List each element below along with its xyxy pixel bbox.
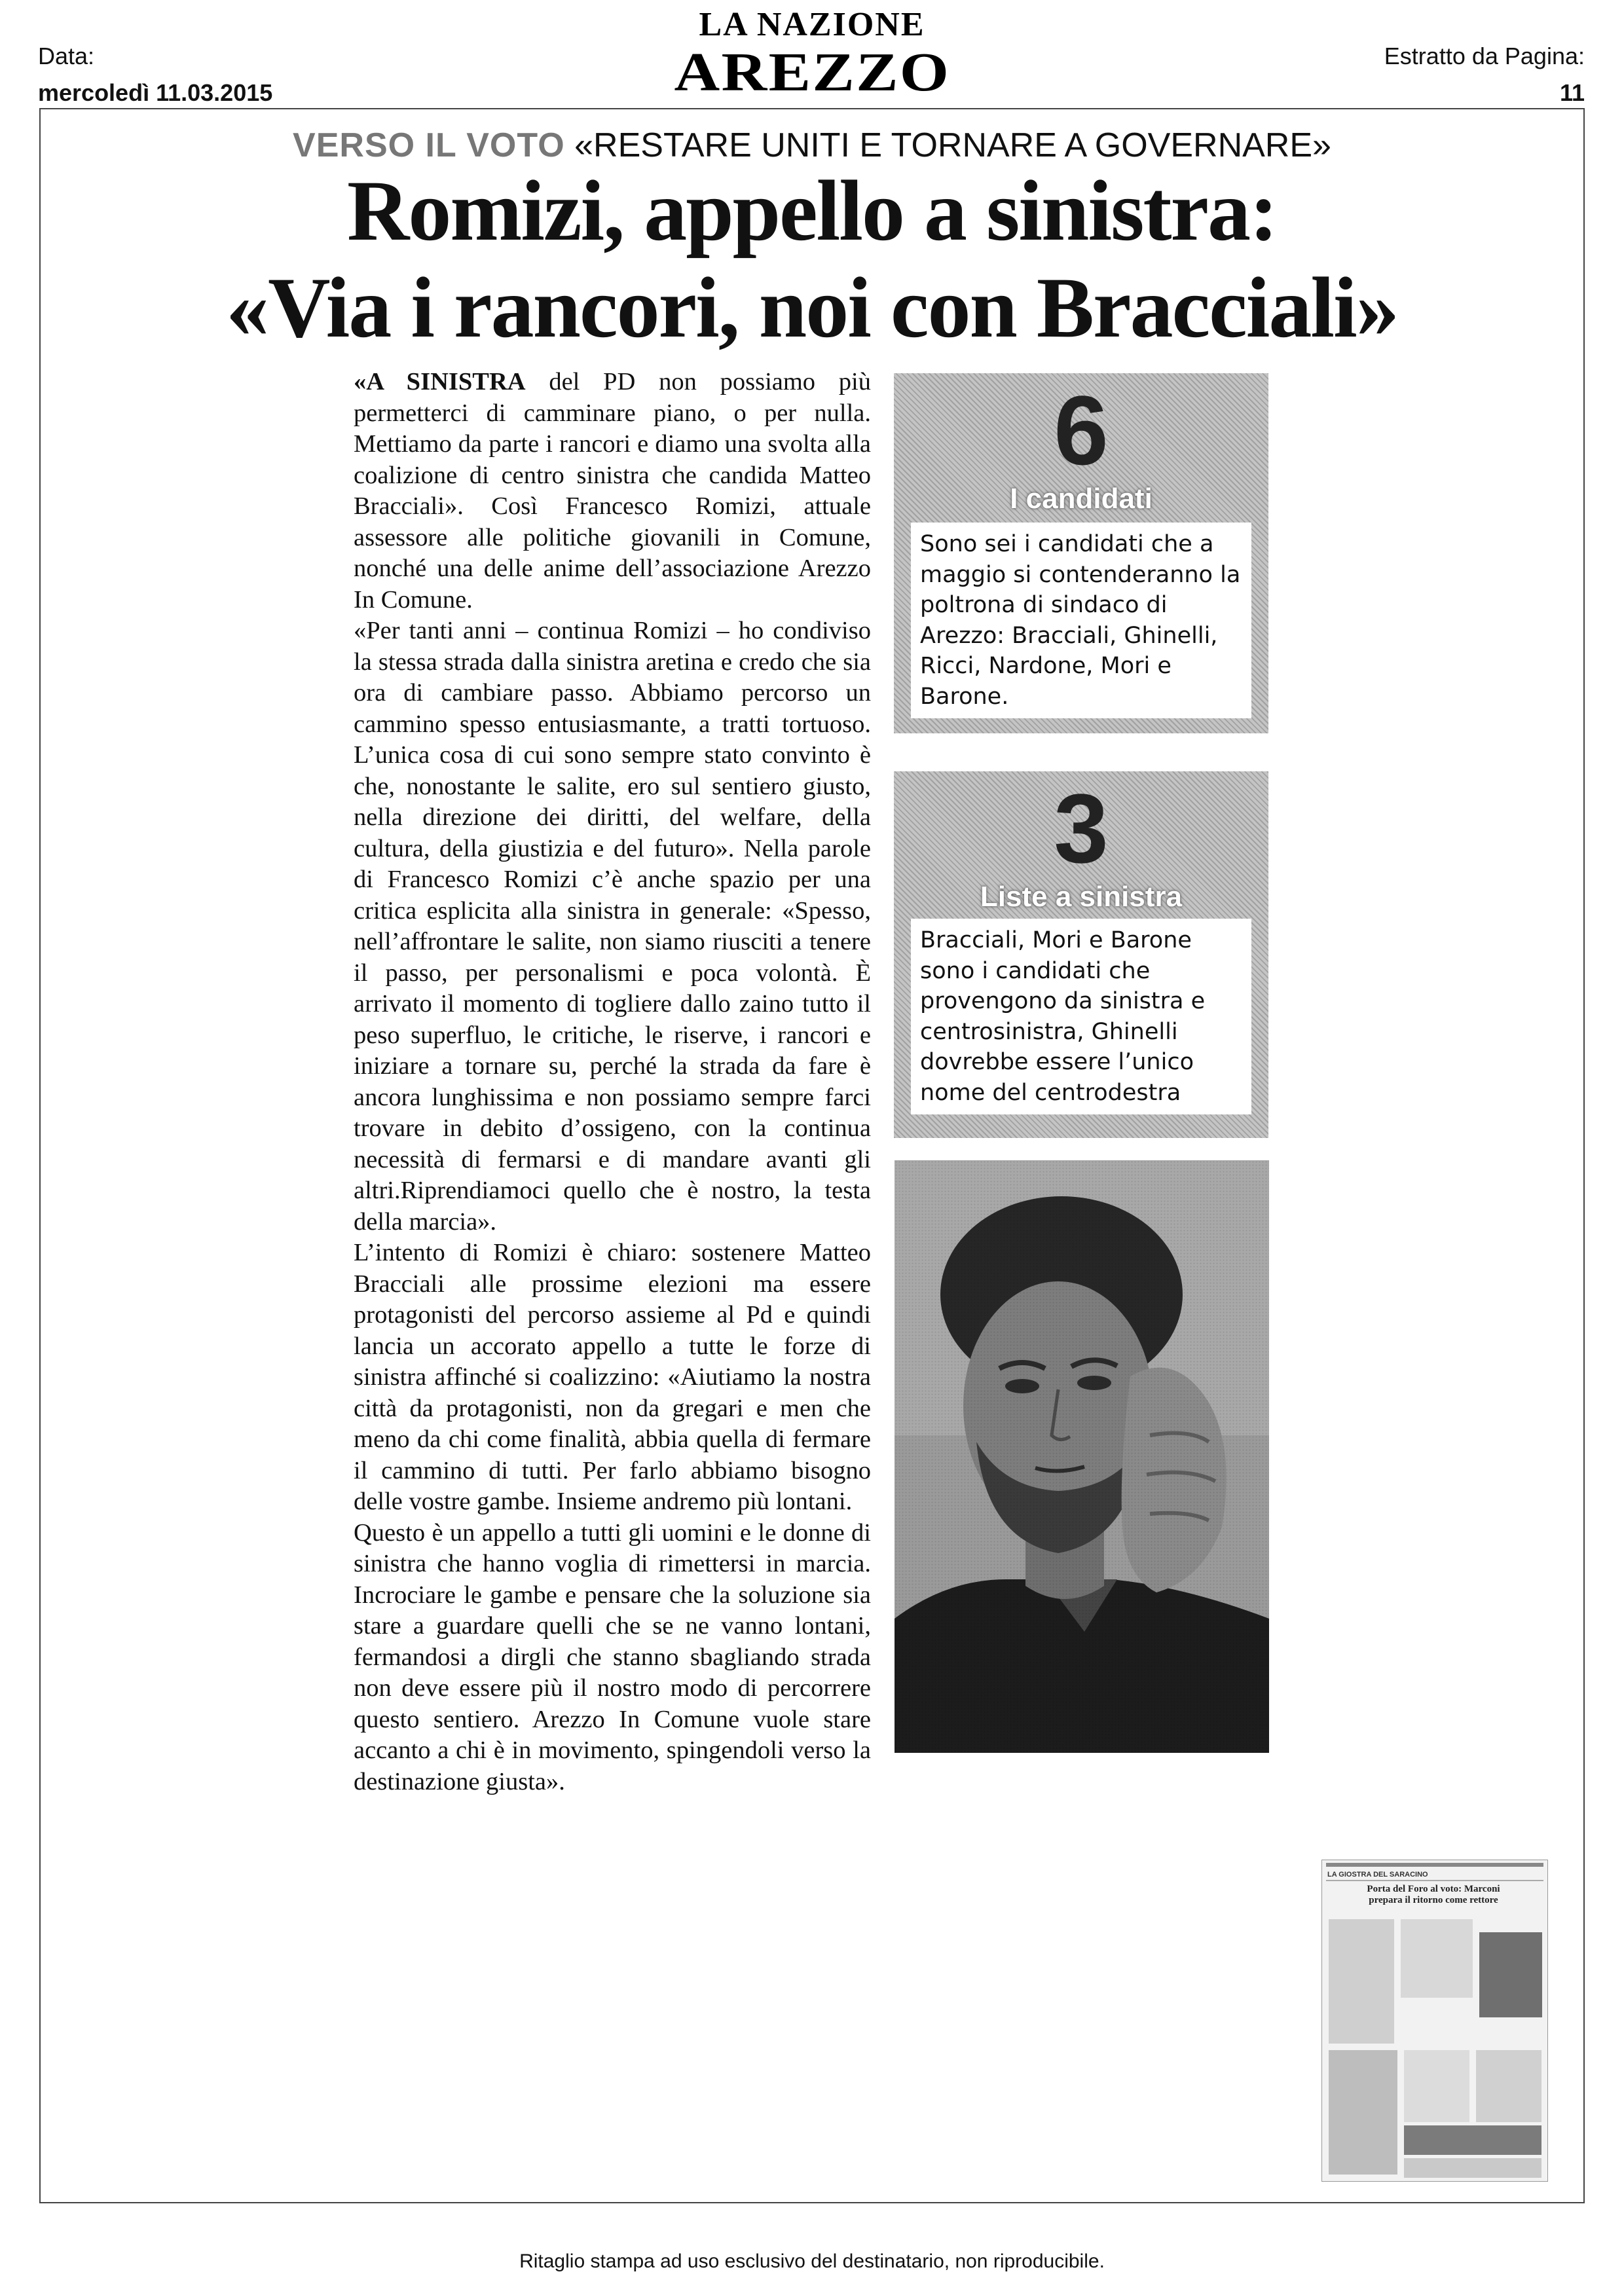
infobox-left-lists-number: 3 (1054, 773, 1109, 883)
portrait-photo (895, 1160, 1269, 1753)
article-paragraph-1 (354, 367, 871, 615)
page-block (1384, 38, 1585, 111)
page-label: Estratto da Pagina: (1384, 43, 1585, 69)
article-paragraph-4: Questo è un appello a tutti gli uomini e le donne di sinistra che hanno voglia di rimettersi in marcia. Incrociare le gambe e pensare che la soluzione sia stare a guardare quelli che se ne vanno lontani, fermandosi a dirgli che stanno sbagliando strada non deve essere più il nostro modo di percorrere questo sentiero. Arezzo In Comune vuole stare accanto a chi è in movimento, spingendoli verso la destinazione giusta». (354, 1518, 871, 1795)
masthead (0, 7, 1624, 102)
article-paragraph-1-text: del PD non possiamo più permetterci di camminare piano, o per nulla. Mettiamo da parte i rancori e diamo una svolta alla coalizione di centro sinistra che candida Matteo Bracciali». Così Francesco Romizi, attuale assessore alle politiche giovanili in Comune, nonché una delle anime dell’associazione Arezzo In Comune. (354, 368, 871, 614)
thumbnail-headline: Porta del Foro al voto: Marconi prepara il ritorno come rettore (1367, 1884, 1500, 1905)
kicker-label: VERSO IL VOTO (293, 126, 565, 164)
infobox-candidates-title: I candidati (1010, 483, 1153, 515)
page-number: 11 (1559, 79, 1585, 106)
infobox-candidates (894, 373, 1268, 733)
page-thumbnail (1321, 1860, 1548, 2182)
portrait-illustration (895, 1160, 1269, 1753)
date-value: mercoledì 11.03.2015 (38, 79, 273, 106)
footer-note: Ritaglio stampa ad uso esclusivo del destinatario, non riproducibile. (519, 2250, 1105, 2272)
kicker-quote: «RESTARE UNITI E TORNARE A GOVERNARE» (574, 126, 1331, 164)
thumbnail-section: LA GIOSTRA DEL SARACINO (1327, 1871, 1428, 1879)
infobox-candidates-text: Sono sei i candidati che a maggio si contenderanno la poltrona di sindaco di Arezzo: Bracciali, Ghinelli, Ricci, Nardone, Mori e Barone. (911, 523, 1251, 718)
headline-line-2: «Via i rancori, noi con Bracciali» (226, 259, 1398, 356)
infobox-left-lists-text: Bracciali, Mori e Barone sono i candidati che provengono da sinistra e centrosinistra, Ghinelli dovrebbe essere l’unico nome del centrodestra (911, 919, 1251, 1114)
date-label: Data: (38, 43, 95, 69)
infobox-left-lists (894, 771, 1268, 1138)
headline-line-1: Romizi, appello a sinistra: (347, 162, 1277, 259)
masthead-edition: AREZZO (674, 42, 950, 103)
infobox-candidates-number: 6 (1054, 375, 1109, 485)
article-headline (0, 162, 1624, 356)
article-paragraph-2: «Per tanti anni – continua Romizi – ho condiviso la stessa strada dalla sinistra aretina e credo che sia ora di cambiare passo. Abbiamo percorso un cammino spesso entusiasmante, a tratti tortuoso. L’unica cosa di cui sono sempre stato convinto è che, nonostante le salite, ero sul sentiero giusto, nella direzione dei diritti, del welfare, della cultura, della giustizia e del futuro». Nella parole di Francesco Romizi c’è anche spazio per una critica esplicita alla sinistra in generale: «Spesso, nell’affrontare le salite, non siamo riusciti a tenere il passo, per personalismi e poca volontà. È arrivato il momento di togliere dallo zaino tutto il peso superfluo, le critiche, le riserve, i rancori e iniziare a tornare su, perché la strada da fare è ancora lunghissima e non possiamo sempre farci trovare in debito d’ossigeno, con la continua necessità di fermarsi e di mandare avanti gli altri.Riprendiamoci quello che è nostro, la testa della marcia». (354, 617, 871, 1236)
article-lead: «A SINISTRA (354, 368, 526, 395)
masthead-newspaper: LA NAZIONE (699, 6, 925, 43)
infobox-left-lists-title: Liste a sinistra (980, 881, 1183, 913)
article-paragraph-3: L’intento di Romizi è chiaro: sostenere Matteo Bracciali alle prossime elezioni ma essere protagonisti del percorso assieme al Pd e quindi lancia un accorato appello a tutte le forze di sinistra affinché si coalizzino: «Aiutiamo la nostra città da protagonisti, non da gregari e men che meno da chi come finalità, abbia quella di fermare il cammino di tutti. Per farlo abbiamo bisogno delle vostre gambe. Insieme andremo più lontani. (354, 1239, 871, 1515)
article-body (354, 367, 871, 1797)
thumbnail-illustration (1322, 1860, 1547, 2181)
